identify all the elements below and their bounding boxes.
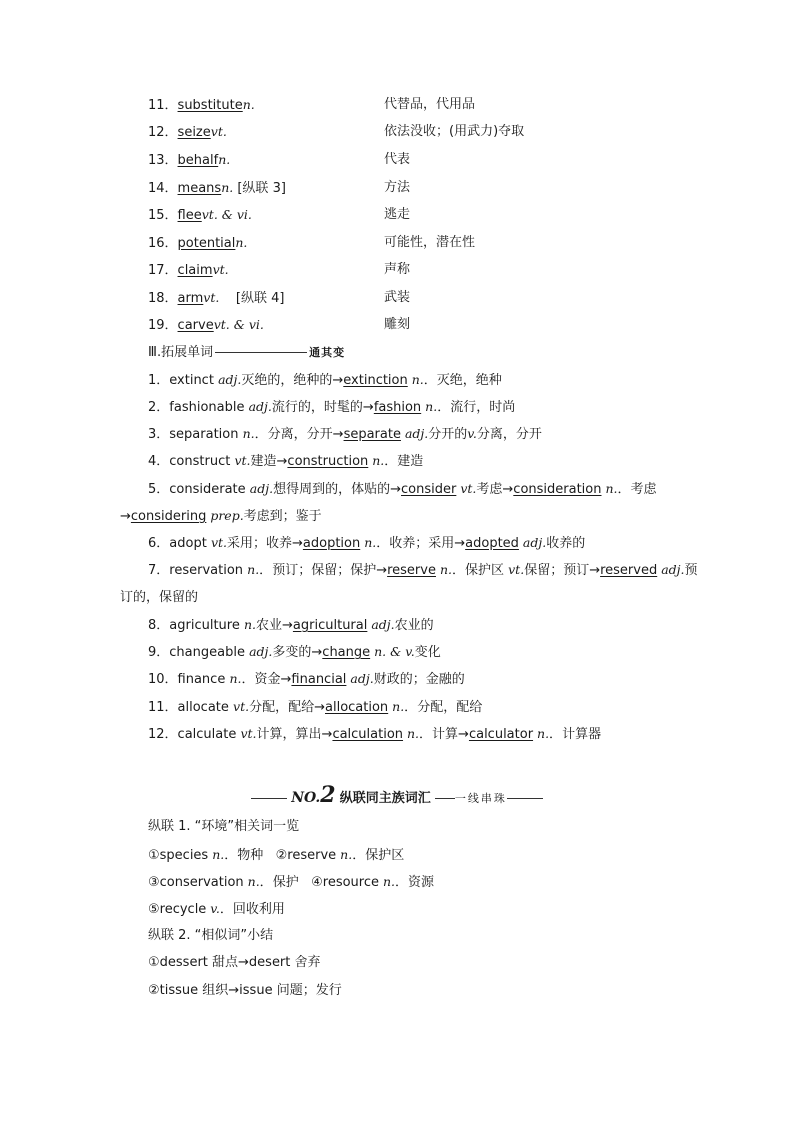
vocab-row: 17．claimvt. 声称 [148,262,411,278]
vocab-word: potential [177,236,236,251]
ext-item-cont: →considering prep.考虑到；鉴于 [120,508,322,524]
answer-word: consider [401,482,457,497]
vocab-row: 11．substituten. 代替品，代用品 [148,97,476,113]
vocab-row: 16．potentialn. 可能性，潜在性 [148,235,476,251]
vocab-meaning: 逃走 [384,207,411,222]
vocab-meaning: 武装 [384,290,411,305]
ext-item: 10．finance n.．资金→financial adj.财政的；金融的 [148,671,465,687]
vocab-row: 14．meansn. [纵联 3] 方法 [148,180,411,196]
ext-item: 8．agriculture n.农业→agricultural adj.农业的 [148,617,434,633]
vocab-word: seize [177,125,211,140]
vocab-meaning: 代替品，代用品 [384,97,476,112]
answer-word: calculator [468,727,534,742]
vocab-word: behalf [177,153,219,168]
answer-word: adoption [302,536,361,551]
vocab-row: 13．behalfn. 代表 [148,152,411,168]
heading-rule [215,352,307,353]
answer-word: extinction [343,373,408,388]
ext-item: 12．calculate vt.计算，算出→calculation n.．计算→calculator n.．计算器 [148,726,602,742]
group-title: 纵联 2. “相似词”小结 [148,928,274,943]
answer-word: change [322,645,371,660]
vocab-word: claim [177,263,213,278]
banner-rule [507,798,543,799]
vocab-meaning: 方法 [384,180,411,195]
answer-word: considering [130,509,207,524]
vocab-word: flee [177,208,202,223]
answer-word: calculation [332,727,404,742]
group-item: ①dessert 甜点→desert 舍弃 [148,955,321,970]
vocab-row: 19．carvevt. & vi. 雕刻 [148,317,411,333]
vocab-word: substitute [177,98,243,113]
ext-item: 6．adopt vt.采用；收养→adoption n.．收养；采用→adopted adj.收养的 [148,535,586,551]
answer-word: fashion [373,400,422,415]
vocab-word: means [177,181,222,196]
group-title: 纵联 1. “环境”相关词一览 [148,819,300,834]
group-item: ⑤recycle v.．回收利用 [148,901,285,917]
banner-number: 2 [320,782,336,808]
answer-word: financial [291,672,347,687]
ext-item: 11．allocate vt.分配，配给→allocation n.．分配，配给 [148,699,483,715]
banner-rule [251,798,287,799]
answer-word: construction [287,454,369,469]
answer-word: consideration [513,482,602,497]
ext-item: 4．construct vt.建造→construction n.．建造 [148,453,424,469]
ext-item-cont: 订的，保留的 [120,590,199,605]
ext-item: 7．reservation n.．预订；保留；保护→reserve n.．保护区 vt.保留；预订→reserved adj.预 [148,562,698,578]
ext-item: 2．fashionable adj.流行的，时髦的→fashion n.．流行，时尚 [148,399,516,415]
vocab-meaning: 雕刻 [384,317,411,332]
vocab-row: 15．fleevt. & vi. 逃走 [148,207,411,223]
answer-word: reserved [600,563,658,578]
answer-word: separate [343,427,401,442]
vocab-meaning: 声称 [384,262,411,277]
section-banner [0,782,794,808]
banner-subtitle: 一线串珠 [454,792,507,805]
ext-item: 9．changeable adj.多变的→change n. & v.变化 [148,644,441,660]
answer-word: adopted [465,536,519,551]
vocab-word: carve [177,318,214,333]
group-item: ③conservation n.．保护 ④resource n.．资源 [148,874,435,890]
banner-title: 纵联同主族词汇 [339,791,431,806]
group-item: ①species n.．物种 ②reserve n.．保护区 [148,847,405,863]
answer-word: agricultural [292,618,368,633]
banner-rule [435,798,455,799]
vocab-meaning: 可能性，潜在性 [384,235,476,250]
ext-item: 1．extinct adj.灭绝的，绝种的→extinction n.．灭绝，绝种 [148,372,502,388]
vocab-meaning: 代表 [384,152,411,167]
section-tag: 通其变 [309,346,346,359]
vocab-word: arm [177,291,204,306]
ext-item: 3．separation n.．分离，分开→separate adj.分开的v.分离，分开 [148,426,542,442]
vocab-meaning: 依法没收；(用武力)夺取 [384,124,525,139]
vocab-row: 12．seizevt. 依法没收；(用武力)夺取 [148,124,525,140]
ext-item: 5．considerate adj.想得周到的，体贴的→consider vt.考虑→consideration n.．考虑 [148,481,657,497]
group-item: ②tissue 组织→issue 问题；发行 [148,983,342,998]
vocab-row: 18．armvt. [纵联 4] 武装 [148,290,411,306]
answer-word: reserve [387,563,436,578]
banner-badge: NO. [291,790,321,806]
section-heading: Ⅲ.拓展单词 通其变 [148,345,346,360]
answer-word: allocation [325,700,389,715]
